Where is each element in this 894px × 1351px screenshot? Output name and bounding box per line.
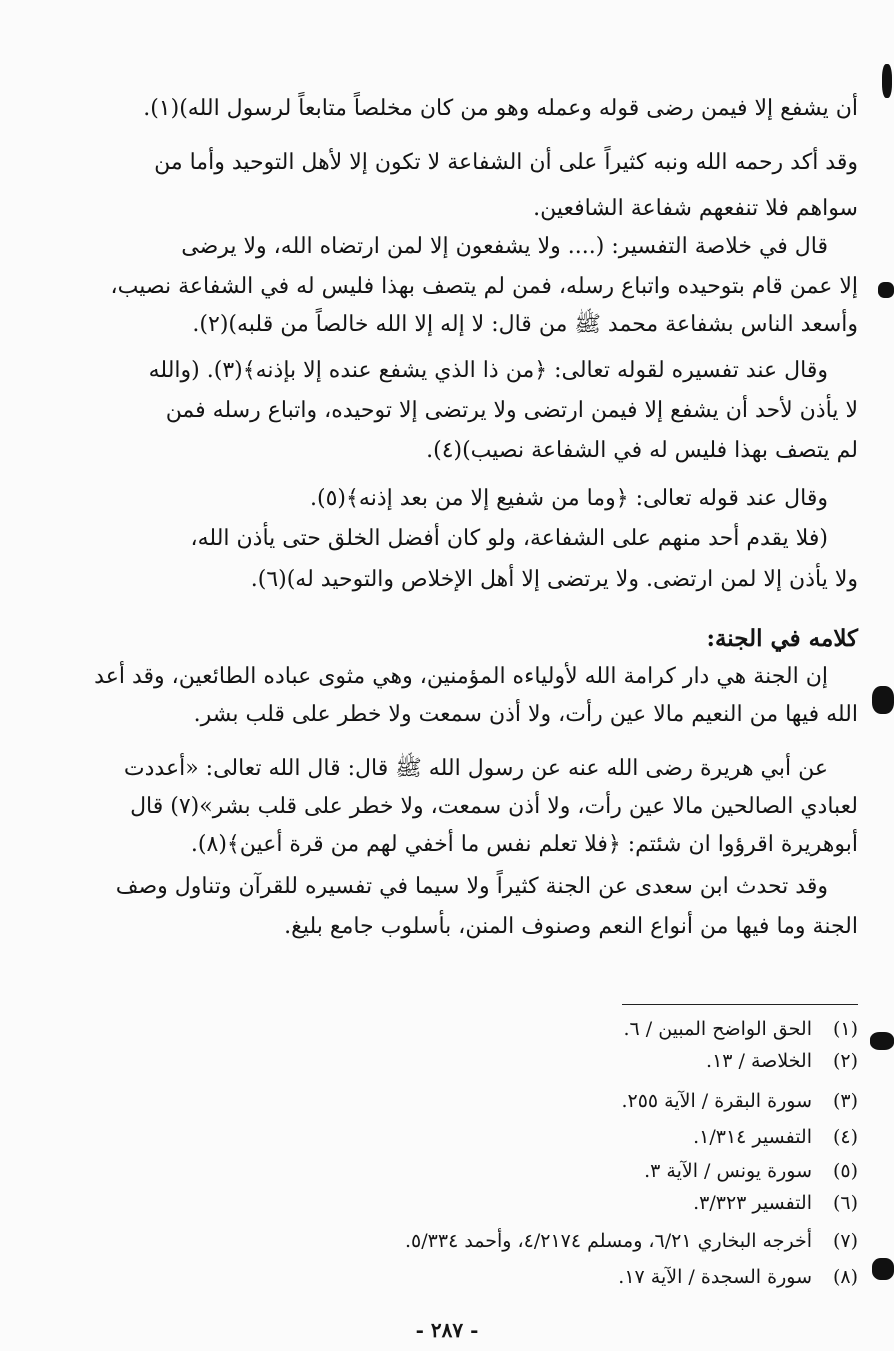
body-line-13: إن الجنة هي دار كرامة الله لأولياءه المؤمنين، وهي مثوى عباده الطائعين، وقد أعد [94,664,828,689]
body-line-1: أن يشفع إلا فيمن رضى قوله وعمله وهو من كان مخلصاً متابعاً لرسول الله)(١). [143,96,858,121]
footnote-text: سورة السجدة / الآية ١٧. [618,1266,812,1288]
footnote-number: (٥) [832,1160,858,1182]
body-line-6: وأسعد الناس بشفاعة محمد ﷺ من قال: لا إله إلا الله خالصاً من قلبه)(٢). [192,312,858,337]
body-line-14: الله فيها من النعيم مالا عين رأت، ولا أذن سمعت ولا خطر على قلب بشر. [193,702,858,727]
binding-hole-mark [878,282,894,298]
footnote-5 [200,1158,858,1184]
body-line-15: عن أبي هريرة رضى الله عنه عن رسول الله ﷺ قال: قال الله تعالى: «أعددت [123,756,828,781]
footnote-4 [200,1124,858,1150]
footnote-3 [200,1088,858,1114]
body-line-12: ولا يأذن إلا لمن ارتضى. ولا يرتضى إلا أهل الإخلاص والتوحيد له)(٦). [250,567,858,592]
body-line-2: وقد أكد رحمه الله ونبه كثيراً على أن الشفاعة لا تكون إلا لأهل التوحيد وأما من [154,150,858,175]
footnote-text: سورة يونس / الآية ٣. [644,1160,812,1182]
body-line-11: (فلا يقدم أحد منهم على الشفاعة، ولو كان أفضل الخلق حتى يأذن الله، [190,526,828,551]
body-line-16: لعبادي الصالحين مالا عين رأت، ولا أذن سمعت، ولا خطر على قلب بشر»(٧) قال [130,794,858,819]
footnote-number: (٣) [832,1090,858,1112]
body-line-17: أبوهريرة اقرؤوا ان شئتم: ﴿فلا تعلم نفس ما أخفي لهم من قرة أعين﴾(٨). [190,832,858,857]
footnote-1 [200,1016,858,1042]
body-line-10: وقال عند قوله تعالى: ﴿وما من شفيع إلا من بعد إذنه﴾(٥). [310,486,828,511]
body-line-19: الجنة وما فيها من أنواع النعم وصنوف المنن، بأسلوب جامع بليغ. [284,914,858,939]
footnote-text: التفسير ١/٣١٤. [693,1126,812,1148]
footnote-number: (٧) [832,1230,858,1252]
footnote-text: الحق الواضح المبين / ٦. [623,1018,812,1040]
body-line-18: وقد تحدث ابن سعدى عن الجنة كثيراً ولا سيما في تفسيره للقرآن وتناول وصف [115,874,828,899]
footnote-number: (٨) [832,1266,858,1288]
binding-hole-mark [872,686,894,714]
footnote-6 [200,1190,858,1216]
body-line-4: قال في خلاصة التفسير: (.... ولا يشفعون إلا لمن ارتضاه الله، ولا يرضى [181,234,828,259]
section-heading: كلامه في الجنة: [706,625,858,652]
binding-hole-mark [882,64,892,98]
footnote-number: (٤) [832,1126,858,1148]
binding-hole-mark [870,1032,894,1050]
footnote-2 [200,1048,858,1074]
body-line-3: سواهم فلا تنفعهم شفاعة الشافعين. [533,196,858,221]
footnote-text: التفسير ٣/٣٢٣. [693,1192,812,1214]
body-line-5: إلا عمن قام بتوحيده واتباع رسله، فمن لم يتصف بهذا فليس له في الشفاعة نصيب، [110,274,858,299]
footnote-text: الخلاصة / ١٣. [706,1050,812,1072]
footnote-number: (١) [832,1018,858,1040]
footnote-number: (٢) [832,1050,858,1072]
footnote-8 [200,1264,858,1290]
body-line-8: لا يأذن لأحد أن يشفع إلا فيمن ارتضى ولا يرتضى إلا توحيده، واتباع رسله فمن [165,398,858,423]
footnote-text: سورة البقرة / الآية ٢٥٥. [621,1090,812,1112]
footnote-rule [622,1004,858,1005]
body-line-7: وقال عند تفسيره لقوله تعالى: ﴿من ذا الذي يشفع عنده إلا بإذنه﴾(٣). (والله [148,358,828,383]
footnote-number: (٦) [832,1192,858,1214]
footnote-text: أخرجه البخاري ٦/٢١، ومسلم ٤/٢١٧٤، وأحمد ٥/٣٣٤. [405,1230,812,1252]
binding-hole-mark [872,1258,894,1280]
body-line-9: لم يتصف بهذا فليس له في الشفاعة نصيب)(٤). [426,438,858,463]
page-number: - ٢٨٧ - [415,1318,479,1342]
footnote-7 [120,1228,858,1254]
